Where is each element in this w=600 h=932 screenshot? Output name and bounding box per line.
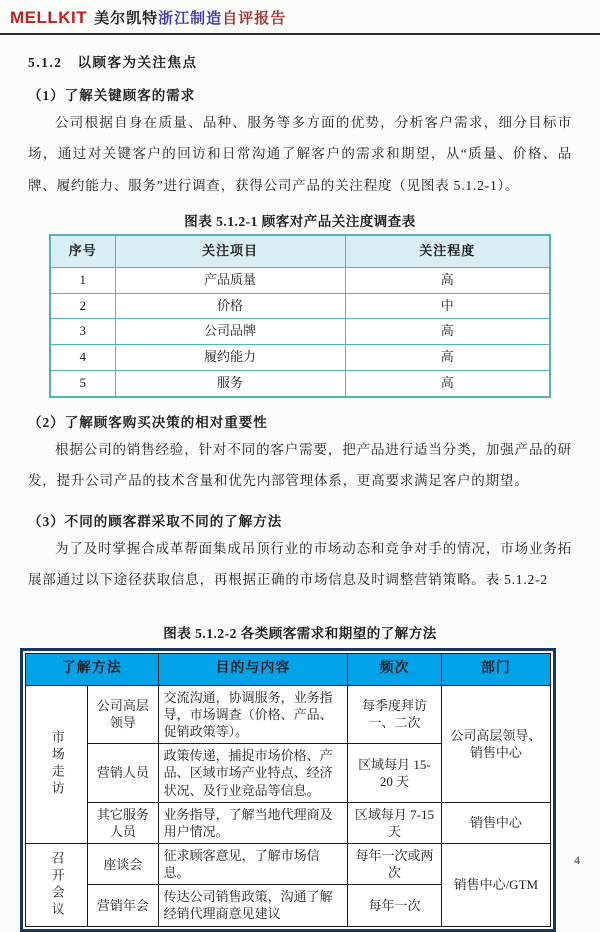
table-cell-index: 1 xyxy=(50,267,115,293)
table-row xyxy=(50,293,550,319)
table-header-row xyxy=(50,235,550,267)
purpose-cell: 业务指导，了解当地代理商及用户情况。 xyxy=(158,802,348,843)
column-header-purpose: 目的与内容 xyxy=(158,654,348,685)
frequency-cell: 每年一次 xyxy=(348,885,441,926)
department-cell: 销售中心/GTM xyxy=(441,843,550,926)
table-cell-index: 4 xyxy=(50,345,115,371)
table-header-row xyxy=(26,654,551,685)
column-header-department: 部门 xyxy=(441,654,550,685)
purpose-cell: 交流沟通，协调服务，业务指导，市场调查（价格、产品、促销政策等）。 xyxy=(158,685,348,743)
report-title-type: 自评报告 xyxy=(222,11,287,27)
table-cell-item: 公司品牌 xyxy=(115,319,345,345)
method-cell: 营销人员 xyxy=(88,744,158,802)
table-cell-level: 高 xyxy=(345,267,550,293)
table-cell-level: 高 xyxy=(345,319,550,345)
method-cell: 营销年会 xyxy=(88,885,158,926)
subsection-1-paragraph: 公司根据自身在质量、品种、服务等多方面的优势，分析客户需求，细分目标市场，通过对关键客户的回访和日常沟通了解客户的需求和期望，从“质量、价格、品牌、履约能力、服务”进行调查，获得公司产品的关注程度（见图表 5.1.2-1）。 xyxy=(28,115,572,193)
purpose-cell: 传达公司销售政策，沟通了解经销代理商意见建议 xyxy=(158,885,348,926)
table-cell-item: 服务 xyxy=(115,371,345,397)
category-label: 市场走访 xyxy=(49,730,65,799)
table-cell-index: 3 xyxy=(50,319,115,345)
subsection-3-heading: （3）不同的顾客群采取不同的了解方法 xyxy=(28,513,283,529)
frequency-cell: 区域每月 7-15 天 xyxy=(348,802,441,843)
column-header-frequency: 频次 xyxy=(348,654,441,685)
table-row xyxy=(26,843,551,884)
table-cell-level: 中 xyxy=(345,293,550,319)
table-cell-item: 履约能力 xyxy=(115,345,345,371)
table-cell-level: 高 xyxy=(345,345,550,371)
table-cell-index: 2 xyxy=(50,293,115,319)
page-number: 4 xyxy=(574,853,580,867)
table-cell-item: 价格 xyxy=(115,293,345,319)
purpose-cell: 政策传递，捕捉市场价格、产品、区域市场产业特点、经济状况、及行业竞品等信息。 xyxy=(158,744,348,802)
column-header-level: 关注程度 xyxy=(345,235,550,267)
department-cell: 销售中心 xyxy=(441,802,550,843)
methods-table-frame xyxy=(20,648,556,931)
subsection-1-heading: （1）了解关键顾客的需求 xyxy=(28,88,196,103)
table-1-title: 图表 5.1.2-1 顾客对产品关注度调查表 xyxy=(184,213,416,229)
report-title-company: 美尔凯特 xyxy=(94,11,159,27)
department-cell: 公司高层领导、销售中心 xyxy=(441,685,550,802)
method-cell: 其它服务人员 xyxy=(88,802,158,843)
frequency-cell: 每季度拜访一、二次 xyxy=(348,685,441,743)
table-2-title: 图表 5.1.2-2 各类顾客需求和期望的了解方法 xyxy=(163,626,437,642)
column-header-method: 了解方法 xyxy=(26,654,159,685)
page-header xyxy=(0,0,600,35)
table-cell-level: 高 xyxy=(345,371,550,397)
column-header-index: 序号 xyxy=(50,235,115,267)
methods-table xyxy=(25,653,551,926)
table-row xyxy=(50,345,550,371)
table-row xyxy=(26,802,551,843)
subsection-2-paragraph: 根据公司的销售经验，针对不同的客户需要，把产品进行适当分类，加强产品的研发，提升公司产品的技术含量和优先内部管理体系，更高要求满足客户的期望。 xyxy=(28,442,572,489)
company-logo: MELLKIT xyxy=(10,8,88,27)
survey-table xyxy=(49,234,551,398)
subsection-2-heading: （2）了解顾客购买决策的相对重要性 xyxy=(28,415,268,430)
page-content xyxy=(0,51,600,932)
table-row xyxy=(50,319,550,345)
frequency-cell: 每年一次或两次 xyxy=(348,843,441,884)
table-row xyxy=(50,371,550,397)
category-label: 召开会议 xyxy=(49,850,65,919)
report-title-program: 浙江制造 xyxy=(158,11,223,27)
column-header-item: 关注项目 xyxy=(115,235,345,267)
table-cell-item: 产品质量 xyxy=(115,267,345,293)
section-heading: 5.1.2 以顾客为关注焦点 xyxy=(28,55,198,70)
table-cell-index: 5 xyxy=(50,371,115,397)
subsection-3-paragraph: 为了及时掌握合成革帮面集成吊顶行业的市场动态和竞争对手的情况，市场业务拓展部通过以下途径获取信息，再根据正确的市场信息及时调整营销策略。表 5.1.2-2 xyxy=(28,540,572,587)
table-row xyxy=(50,267,550,293)
category-cell-meetings xyxy=(26,843,88,926)
frequency-cell: 区域每月 15-20 天 xyxy=(348,744,441,802)
table-row xyxy=(26,685,551,743)
category-cell-market-visits xyxy=(26,685,88,843)
purpose-cell: 征求顾客意见，了解市场信息。 xyxy=(158,843,348,884)
method-cell: 公司高层领导 xyxy=(88,685,158,743)
method-cell: 座谈会 xyxy=(88,843,158,884)
